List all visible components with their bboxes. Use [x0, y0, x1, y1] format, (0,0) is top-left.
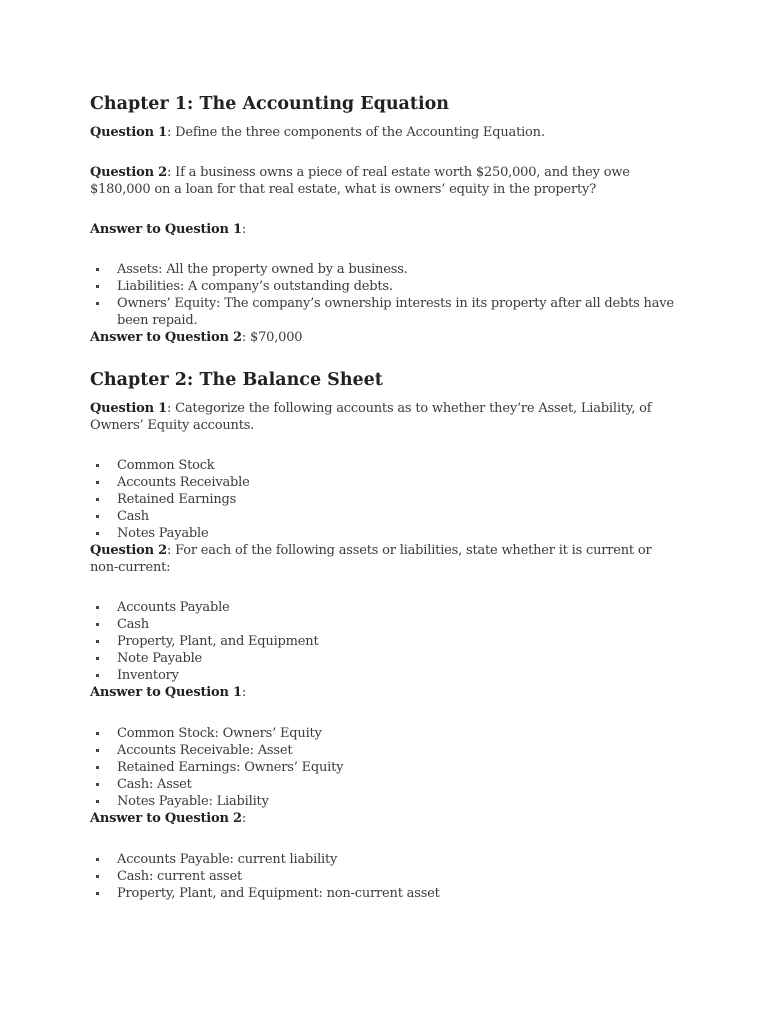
- ch2-question-1: Question 1: Categorize the following accounts as to whether they’re Asset, Liability, of Owners’ Equity accounts.: [90, 401, 652, 433]
- list-item: Retained Earnings: [90, 491, 680, 508]
- list-item: Property, Plant, and Equipment: [90, 633, 680, 650]
- list-item: Retained Earnings: Owners’ Equity: [90, 759, 680, 776]
- list-item: Accounts Receivable: [90, 474, 680, 491]
- ch1-question-1: Question 1: Define the three components of the Accounting Equation.: [90, 125, 545, 140]
- ch2-question-2-list: [90, 599, 680, 684]
- list-item: Owners’ Equity: The company’s ownership interests in its property after all debts have been repaid.: [90, 295, 680, 329]
- list-item: Cash: current asset: [90, 868, 680, 885]
- list-item: Assets: All the property owned by a business.: [90, 261, 680, 278]
- ch2-answer-1-label: Answer to Question 1:: [90, 685, 247, 700]
- list-item: Cash: [90, 616, 680, 633]
- ch2-question-2: Question 2: For each of the following assets or liabilities, state whether it is current or non-current:: [90, 543, 652, 575]
- list-item: Common Stock: Owners’ Equity: [90, 725, 680, 742]
- ch1-answer-1-list: [90, 261, 680, 329]
- list-item: Cash: [90, 508, 680, 525]
- ch2-answer-2-label: Answer to Question 2:: [90, 811, 247, 826]
- ch1-answer-2: Answer to Question 2: $70,000: [90, 330, 303, 345]
- list-item: Note Payable: [90, 650, 680, 667]
- list-item: Accounts Payable: current liability: [90, 851, 680, 868]
- ch2-question-1-list: [90, 457, 680, 542]
- list-item: Property, Plant, and Equipment: non-current asset: [90, 885, 680, 902]
- chapter-1-title: Chapter 1: The Accounting Equation: [90, 94, 450, 114]
- list-item: Common Stock: [90, 457, 680, 474]
- ch1-question-2: Question 2: If a business owns a piece of real estate worth $250,000, and they owe $180,000 on a loan for that real estate, what is owners’ equity in the property?: [90, 165, 630, 197]
- list-item: Inventory: [90, 667, 680, 684]
- list-item: Cash: Asset: [90, 776, 680, 793]
- list-item: Accounts Receivable: Asset: [90, 742, 680, 759]
- chapter-2-title: Chapter 2: The Balance Sheet: [90, 370, 383, 390]
- ch1-answer-1-label: Answer to Question 1:: [90, 222, 247, 237]
- list-item: Notes Payable: [90, 525, 680, 542]
- list-item: Accounts Payable: [90, 599, 680, 616]
- ch2-answer-1-list: [90, 725, 680, 810]
- list-item: Notes Payable: Liability: [90, 793, 680, 810]
- list-item: Liabilities: A company’s outstanding debts.: [90, 278, 680, 295]
- document-content: [90, 92, 680, 902]
- ch2-answer-2-list: [90, 851, 680, 902]
